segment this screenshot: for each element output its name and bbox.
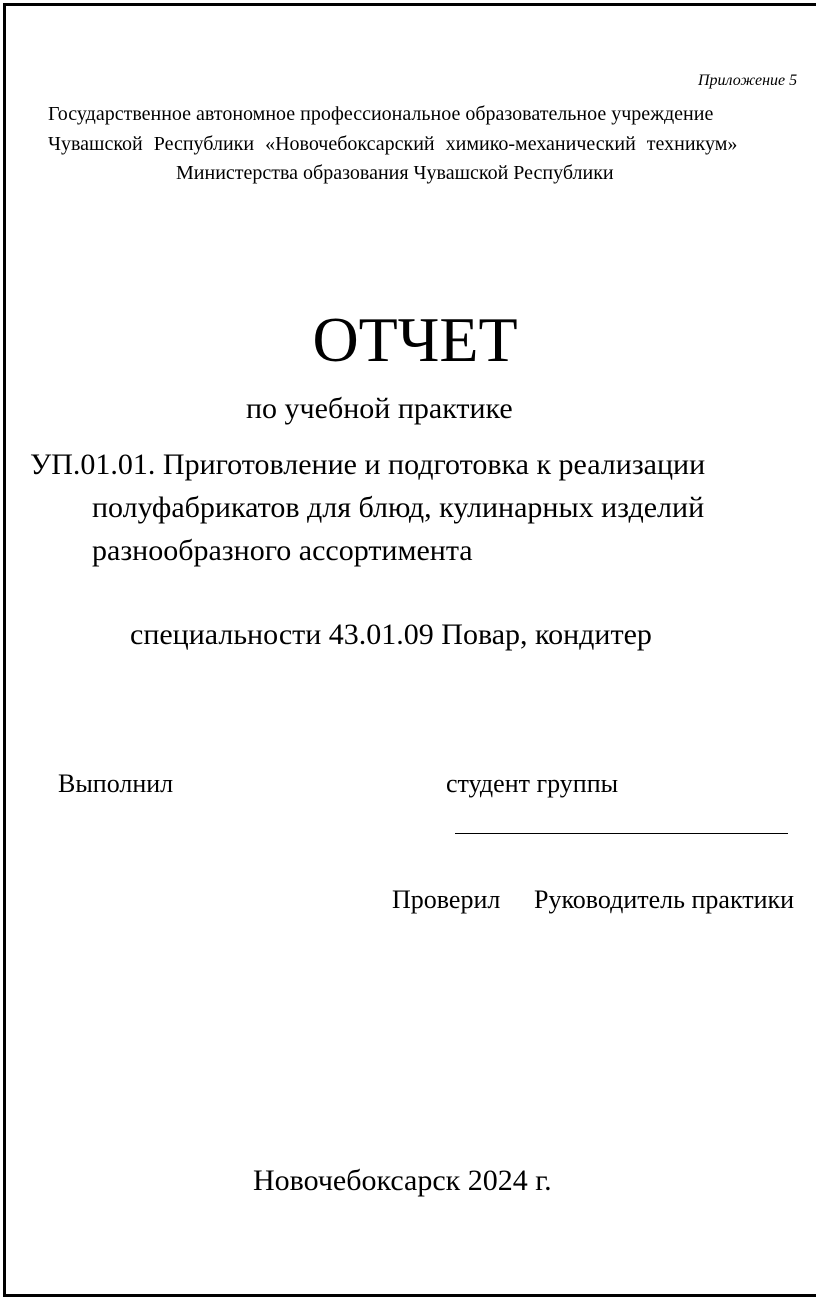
course-title-line-1: УП.01.01. Приготовление и подготовка к реализации bbox=[30, 448, 706, 481]
supervisor-label: Руководитель практики bbox=[534, 885, 795, 914]
student-signature-line bbox=[455, 833, 788, 834]
city-year: Новочебоксарск 2024 г. bbox=[253, 1164, 552, 1197]
organization-line-3: Министерства образования Чувашской Республики bbox=[176, 162, 614, 184]
report-subtitle: по учебной практике bbox=[246, 392, 513, 425]
organization-line-2: Чувашской Республики «Новочебоксарский химико-механический техникум» bbox=[48, 133, 738, 155]
appendix-label: Приложение 5 bbox=[698, 72, 798, 89]
course-title-line-2: полуфабрикатов для блюд, кулинарных изделий bbox=[92, 491, 705, 524]
performed-by-label: Выполнил bbox=[58, 769, 174, 798]
organization-line-1: Государственное автономное профессиональное образовательное учреждение bbox=[48, 103, 714, 125]
course-title-line-3: разнообразного ассортимента bbox=[92, 534, 473, 567]
student-group-label: студент группы bbox=[446, 769, 619, 798]
report-title: ОТЧЕТ bbox=[312, 304, 518, 375]
specialty-line: специальности 43.01.09 Повар, кондитер bbox=[130, 618, 652, 651]
checked-by-label: Проверил bbox=[392, 885, 501, 914]
